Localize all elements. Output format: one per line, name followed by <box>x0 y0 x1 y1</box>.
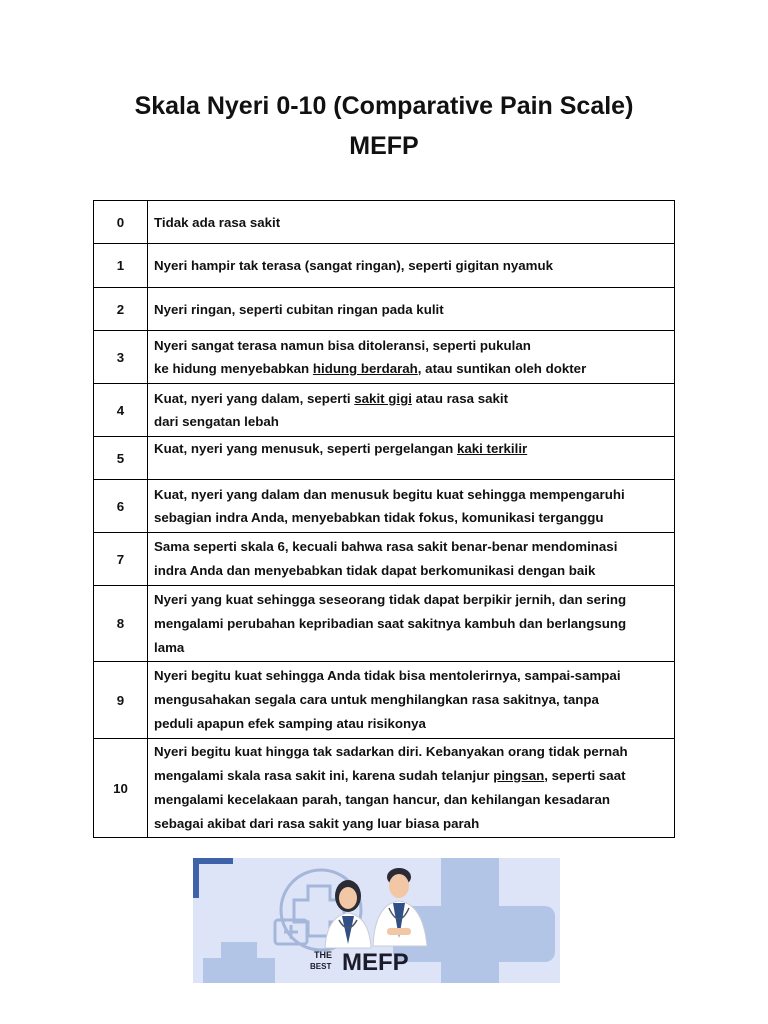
scale-level: 6 <box>94 480 148 533</box>
description-text: mengalami kecelakaan parah, tangan hancur, dan kehilangan kesadaran <box>154 792 610 807</box>
title-line-1: Skala Nyeri 0-10 (Comparative Pain Scale) <box>134 92 634 120</box>
description-line <box>154 664 668 688</box>
description-line <box>154 211 668 234</box>
scale-row <box>94 384 675 437</box>
description-line <box>154 483 668 506</box>
scale-description <box>148 244 675 288</box>
description-line <box>154 506 668 529</box>
description-text: dari sengatan lebah <box>154 414 279 429</box>
scale-row <box>94 437 675 480</box>
scale-level: 4 <box>94 384 148 437</box>
scale-row <box>94 244 675 288</box>
scale-level: 2 <box>94 288 148 331</box>
scale-level: 8 <box>94 586 148 662</box>
logo-best: BEST <box>310 962 332 971</box>
pain-scale-table <box>93 200 675 838</box>
scale-description <box>148 331 675 384</box>
scale-description <box>148 201 675 244</box>
scale-description <box>148 533 675 586</box>
description-text: Tidak ada rasa sakit <box>154 214 281 230</box>
scale-description <box>148 586 675 662</box>
description-text: Nyeri yang kuat sehingga seseorang tidak dapat berpikir jernih, dan sering <box>154 591 627 607</box>
page-title <box>0 86 768 166</box>
linked-term[interactable]: pingsan <box>493 768 545 783</box>
scale-level: 3 <box>94 331 148 384</box>
description-text: Nyeri begitu kuat hingga tak sadarkan diri. Kebanyakan orang tidak pernah <box>154 744 628 759</box>
scale-level: 0 <box>94 201 148 244</box>
description-line <box>154 688 668 712</box>
logo-the: THE <box>314 950 332 960</box>
scale-row <box>94 288 675 331</box>
description-text: mengalami skala rasa sakit ini, karena sudah telanjur <box>154 768 494 783</box>
scale-description <box>148 288 675 331</box>
description-line <box>154 254 668 277</box>
linked-term[interactable]: hidung berdarah <box>312 361 418 376</box>
description-text: mengusahakan segala cara untuk menghilangkan rasa sakitnya, tanpa <box>154 692 599 707</box>
description-line <box>154 788 668 812</box>
scale-level: 7 <box>94 533 148 586</box>
scale-level: 10 <box>94 739 148 838</box>
description-line <box>154 588 668 612</box>
description-text: Kuat, nyeri yang dalam dan menusuk begitu kuat sehingga mempengaruhi <box>154 487 625 502</box>
description-text: mengalami perubahan kepribadian saat sakitnya kambuh dan berlangsung <box>154 615 627 631</box>
description-text: Nyeri hampir tak terasa (sangat ringan), seperti gigitan nyamuk <box>154 258 554 273</box>
logo-mefp: MEFP <box>342 949 409 976</box>
description-text: Nyeri begitu kuat sehingga Anda tidak bisa mentolerirnya, sampai-sampai <box>154 668 621 683</box>
linked-term[interactable]: kaki terkilir <box>456 441 528 456</box>
description-line <box>154 437 668 460</box>
scale-row <box>94 533 675 586</box>
scale-row <box>94 739 675 838</box>
title-line-2: MEFP <box>349 132 419 160</box>
description-line <box>154 712 668 736</box>
description-line <box>154 334 668 357</box>
scale-description <box>148 480 675 533</box>
description-line <box>154 740 668 764</box>
scale-row <box>94 201 675 244</box>
mefp-banner <box>193 858 560 983</box>
description-line <box>154 298 668 321</box>
description-text: lama <box>154 639 185 655</box>
scale-level: 1 <box>94 244 148 288</box>
description-text: Nyeri sangat terasa namun bisa ditoleransi, seperti pukulan <box>154 338 531 353</box>
description-line <box>154 410 668 433</box>
description-line <box>154 357 668 380</box>
description-text: sebagian indra Anda, menyebabkan tidak fokus, komunikasi terganggu <box>154 510 604 525</box>
scale-row <box>94 480 675 533</box>
description-text: Sama seperti skala 6, kecuali bahwa rasa sakit benar-benar mendominasi <box>154 539 618 554</box>
description-line <box>154 636 668 660</box>
description-line <box>154 387 668 410</box>
scale-description <box>148 384 675 437</box>
description-text: Nyeri ringan, seperti cubitan ringan pada kulit <box>154 301 444 317</box>
scale-level: 5 <box>94 437 148 480</box>
description-text: atau rasa sakit <box>411 391 508 406</box>
description-line <box>154 612 668 636</box>
scale-description <box>148 437 675 480</box>
description-text: indra Anda dan menyebabkan tidak dapat berkomunikasi dengan baik <box>154 563 596 578</box>
description-text: Kuat, nyeri yang dalam, seperti <box>154 391 355 406</box>
linked-term[interactable]: sakit gigi <box>354 391 412 406</box>
description-text: , seperti saat <box>544 768 626 783</box>
description-text: Kuat, nyeri yang menusuk, seperti pergelangan <box>154 441 457 456</box>
description-line <box>154 764 668 788</box>
description-line <box>154 535 668 559</box>
scale-description <box>148 662 675 739</box>
scale-row <box>94 662 675 739</box>
description-line <box>154 559 668 583</box>
scale-level: 9 <box>94 662 148 739</box>
description-text: , atau suntikan oleh dokter <box>417 361 587 376</box>
scale-description <box>148 739 675 838</box>
description-text: peduli apapun efek samping atau risikonya <box>154 716 426 731</box>
description-text: sebagai akibat dari rasa sakit yang luar biasa parah <box>154 816 480 831</box>
description-text: ke hidung menyebabkan <box>154 361 313 376</box>
scale-row <box>94 331 675 384</box>
scale-row <box>94 586 675 662</box>
description-line <box>154 812 668 836</box>
